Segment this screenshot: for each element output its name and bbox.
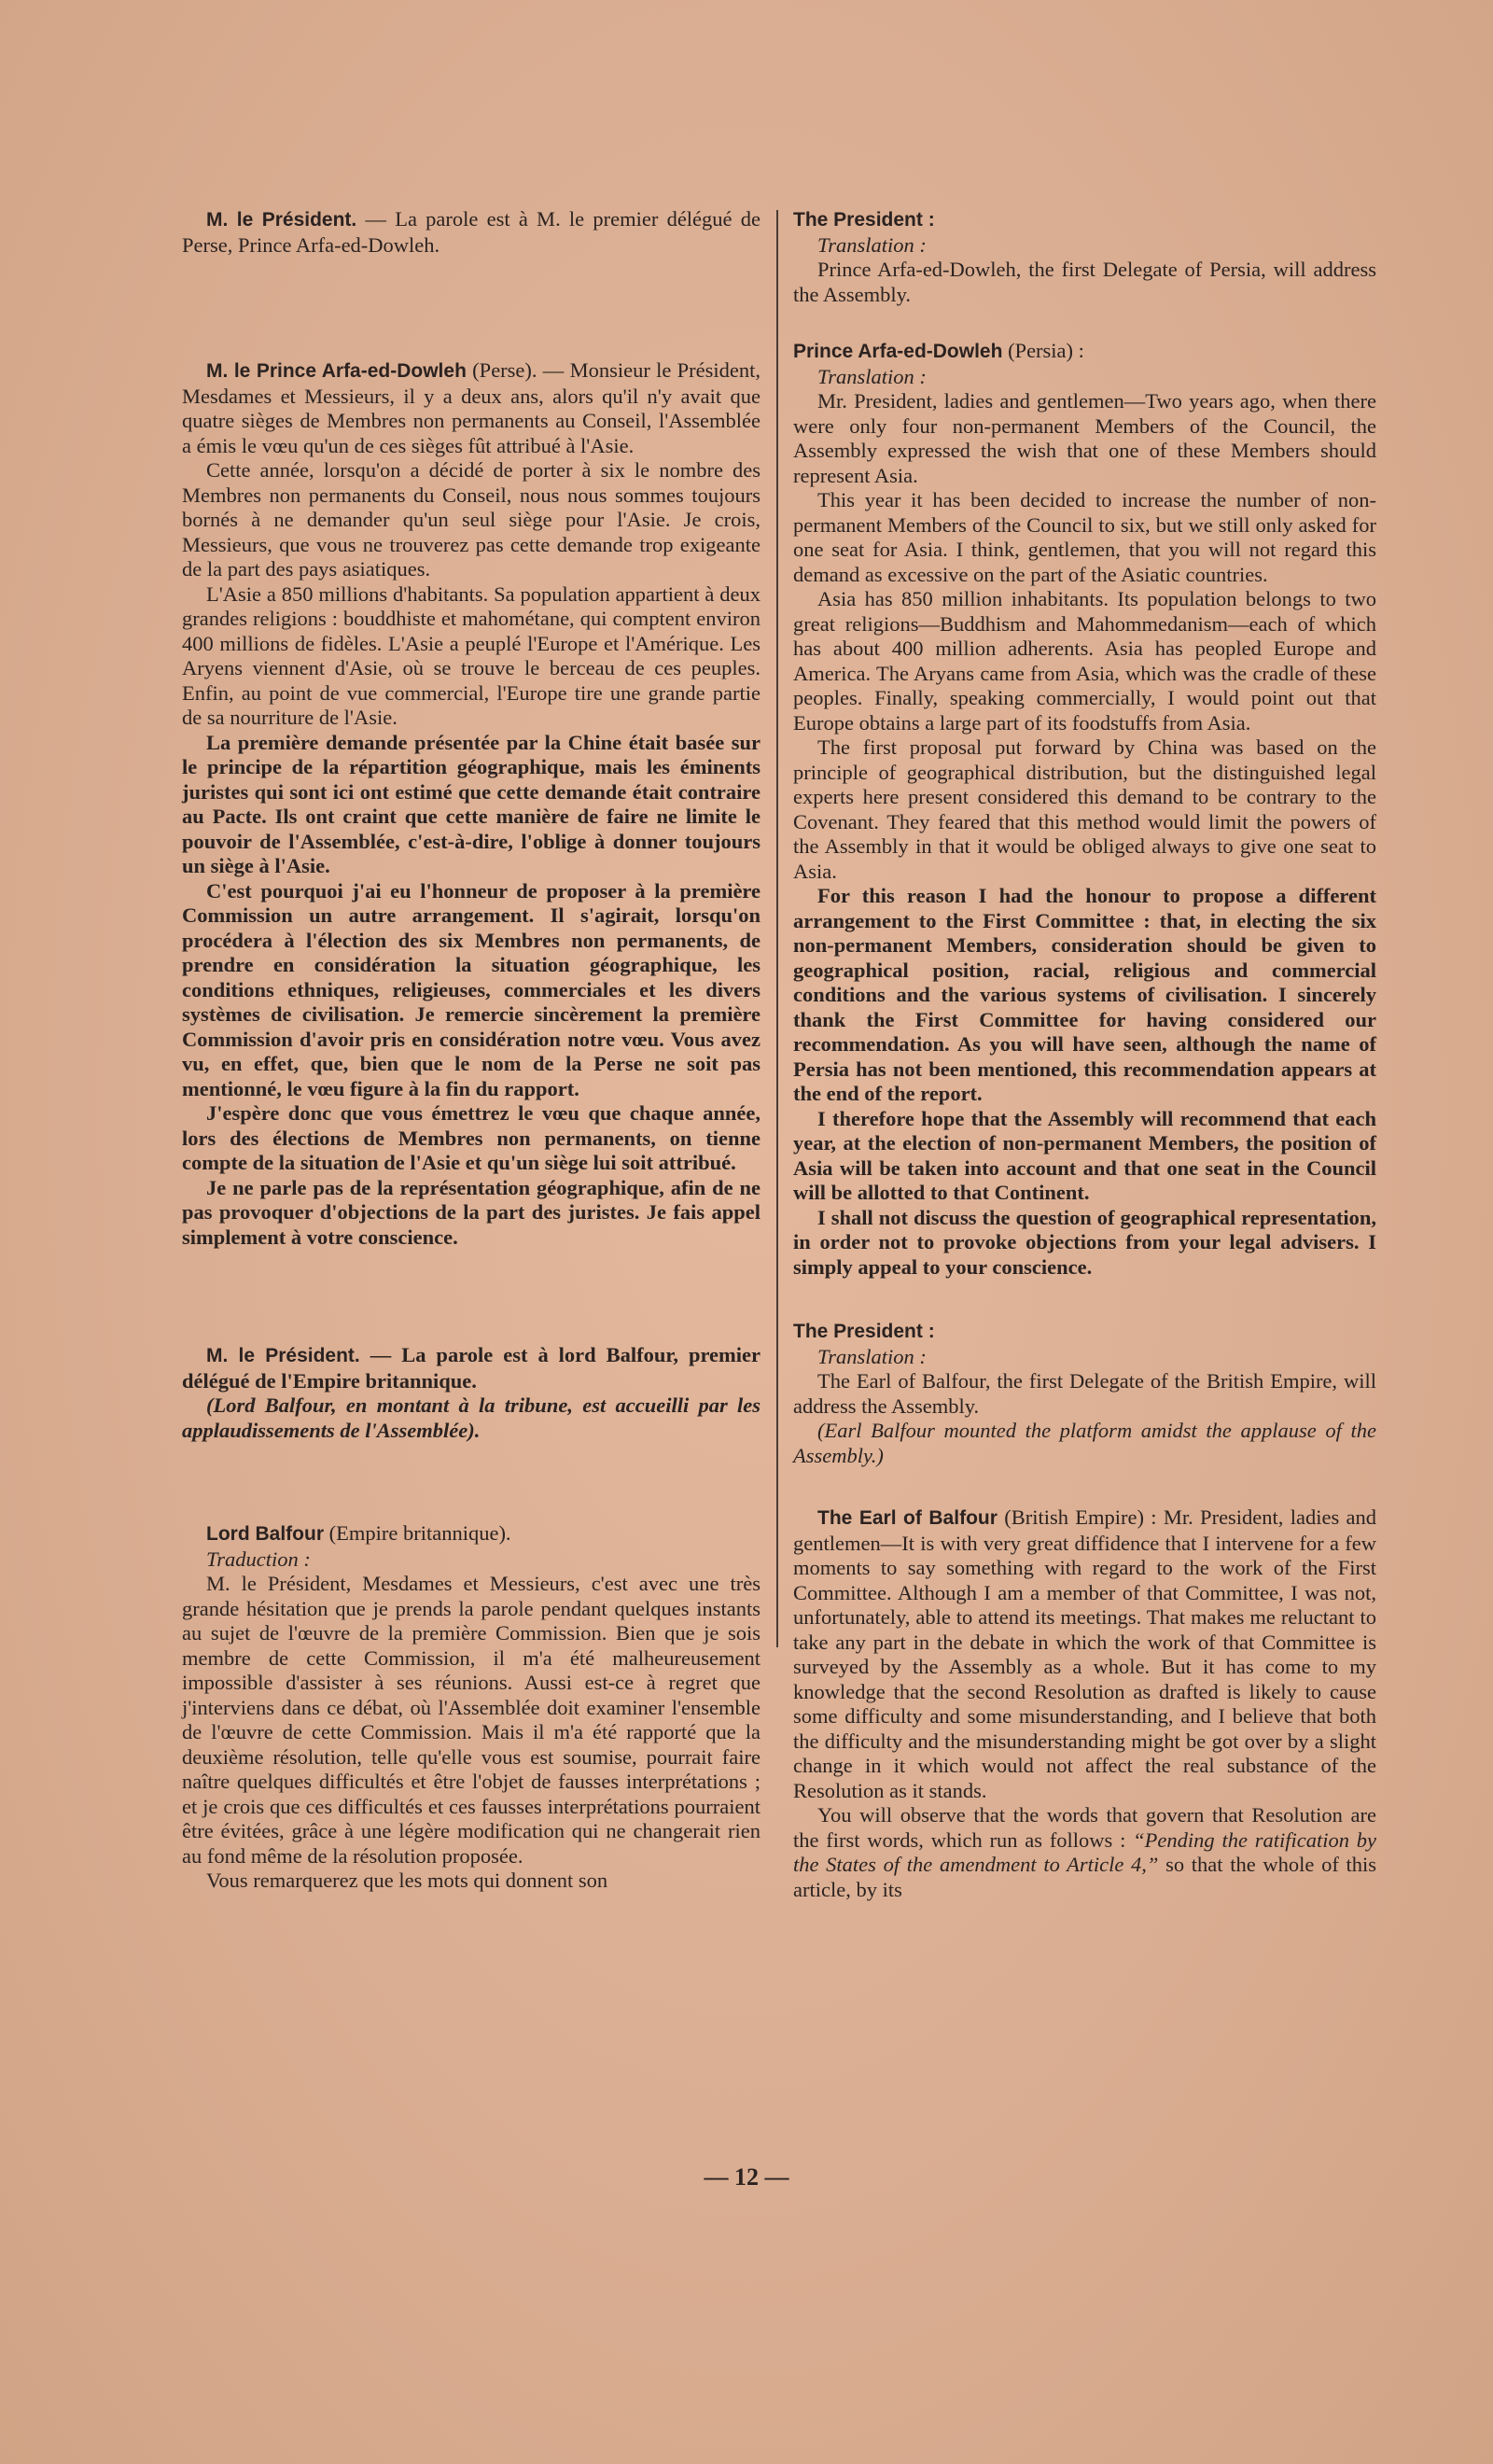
paragraph: M. le Président. — La parole est à lord Balfour, premier délégué de l'Empire britannique. [182, 1343, 760, 1393]
paragraph: The first proposal put forward by China was based on the principle of geographical distribution, but the distinguished legal experts here present considered this demand to be contrary to the Covenant. They feared that this method would limit the powers of the Assembly in that it would be obliged always to give one seat to Asia. [793, 735, 1376, 883]
paragraph: I therefore hope that the Assembly will recommend that each year, at the election of non-permanent Members, the position of Asia will be taken into account and that one seat in the Council will be allotted to that Continent. [793, 1106, 1376, 1204]
speaker-name: The Earl of Balfour [817, 1507, 998, 1529]
paragraph: Vous remarquerez que les mots qui donnent son [206, 1869, 608, 1892]
speaker-line: Prince Arfa-ed-Dowleh (Persia) : [793, 339, 1084, 362]
page-number: — 12 — [704, 2163, 789, 2191]
speech-arfa-en [793, 339, 1376, 1280]
paragraph: L'Asie a 850 millions d'habitants. Sa population appartient à deux grandes religions : bouddhiste et mahométane, qui comptent environ 400 millions de fidèles. L'Asie a peuplé l'Europe et l'Amérique. Les Aryens viennent d'Asie, où se trouve le berceau de ces peuples. Enfin, au point de vue commercial, l'Europe tire une grande partie de sa nourriture de l'Asie. [182, 581, 760, 729]
speaker-name: M. le Président. [206, 1345, 360, 1366]
paragraph: C'est pourquoi j'ai eu l'honneur de proposer à la première Commission un autre arrangement. Il s'agirait, lorsqu'on procédera à l'élection des six Membres non permanents, de prendre en considération la situation géographique, les conditions ethniques, religieuses, commerciales et les divers systèmes de civilisation. Je remercie sincèrement la première Commission d'avoir pris en considération notre vœu. Vous avez vu, en effet, que, bien que le nom de la Perse ne soit pas mentionné, le vœu figure à la fin du rapport. [182, 878, 760, 1100]
paragraph: The Earl of Balfour (British Empire) : Mr. President, ladies and gentlemen—It is with very great diffidence that I intervene for a few moments to say something with regard to the work of the First Committee. Although I am a member of that Committee, I was not, unfortunately, able to attend its meetings. That makes me reluctant to take any part in the debate in which the work of that Committee is surveyed by the Assembly as a whole. But it has come to my knowledge that the second Resolution as drafted is likely to cause some difficulty and some misunderstanding, and I believe that both the difficulty and the misunderstanding might be got over by a slight change in it which would not affect the real substance of the Resolution as it stands. [793, 1505, 1377, 1802]
speech-president-en-1 [793, 207, 1376, 307]
paragraph: Cette année, lorsqu'on a décidé de porter à six le nombre des Membres non permanents du Conseil, nous nous sommes toujours bornés à ne demander qu'un seul siège pour l'Asie. Je crois, Messieurs, que vous ne trouverez pas cette demande trop exigeante de la part des pays asiatiques. [182, 458, 760, 581]
english-column [793, 207, 1376, 1902]
paragraph: The Earl of Balfour, the first Delegate of the British Empire, will address the Assembly. [793, 1369, 1376, 1418]
paragraph: La première demande présentée par la Chine était basée sur le principe de la répartition géographique, mais les éminents juristes qui sont ici ont estimé que cette demande était contraire au Pacte. Ils ont craint que cette manière de faire ne limite le pouvoir de l'Assemblée, c'est-à-dire, l'oblige à donner toujours un siège à l'Asie. [182, 730, 760, 877]
paragraph: This year it has been decided to increase the number of non-permanent Members of the Council to six, but we still only asked for one seat for Asia. I think, gentlemen, that you will not regard this demand as excessive on the part of the Asiatic countries. [793, 488, 1376, 586]
stage-note: (Lord Balfour, en montant à la tribune, est accueilli par les applaudissements de l'Assemblée). [182, 1393, 760, 1442]
speech-balfour-en [793, 1505, 1376, 1902]
translation-label: Translation : [817, 1344, 927, 1368]
paragraph: Mr. President, ladies and gentlemen—Two years ago, when there were only four non-permanent Members of the Council, the Assembly expressed the wish that one of these Members should represent Asia. [793, 389, 1376, 487]
speech-president-en-2 [793, 1319, 1376, 1468]
speech-arfa-fr [182, 358, 760, 1250]
paragraph: M. le Président. — La parole est à M. le premier délégué de Perse, Prince Arfa-ed-Dowleh. [182, 207, 760, 257]
column-divider [776, 210, 778, 1647]
speaker-line [793, 1319, 1376, 1345]
translation-label: Translation : [817, 232, 927, 257]
translation-label: Traduction : [206, 1547, 311, 1571]
paragraph: Prince Arfa-ed-Dowleh, the first Delegate of Persia, will address the Assembly. [793, 258, 1376, 306]
paragraph: Je ne parle pas de la représentation géographique, afin de ne pas provoquer d'objections de la part des juristes. Je fais appel simplement à votre conscience. [182, 1175, 760, 1249]
paragraph: J'espère donc que vous émettrez le vœu que chaque année, lors des élections de Membres non permanents, on tienne compte de la situation de l'Asie et qu'un siège lui soit attribué. [182, 1101, 760, 1174]
speaker-name: M. le Prince Arfa-ed-Dowleh [206, 360, 467, 382]
paragraph: I shall not discuss the question of geographical representation, in order not to provoke objections from your legal advisers. I simply appeal to your conscience. [793, 1205, 1376, 1279]
speaker-name: Prince Arfa-ed-Dowleh [793, 341, 1003, 362]
translation-label: Translation : [817, 364, 927, 388]
speech-president-fr-1 [182, 207, 760, 258]
paragraph: You will observe that the words that govern that Resolution are the first words, which run as follows : “Pending the ratification by the States of the amendment to Article 4,” so that the whole of this article, by its [793, 1803, 1376, 1901]
paragraph: Lord Balfour (Empire britannique). [206, 1521, 511, 1545]
speaker-name: Lord Balfour [206, 1523, 324, 1545]
speech-balfour-fr [182, 1521, 760, 1894]
speaker-name: The President : [793, 1321, 935, 1342]
french-column [182, 207, 760, 1894]
speaker-name: M. le Président. [206, 209, 357, 231]
paragraph: Asia has 850 million inhabitants. Its population belongs to two great religions—Buddhism and Mahommedanism—each of which has about 400 million adherents. Asia has peopled Europe and America. The Aryans came from Asia, which was the cradle of these peoples. Finally, speaking commercially, I would point out that Europe obtains a large part of its foodstuffs from Asia. [793, 587, 1376, 735]
paragraph: M. le Président, Mesdames et Messieurs, c'est avec une très grande hésitation que je prends la parole pendant quelques instants au sujet de l'œuvre de la première Commission. Bien que je sois membre de cette Commission, il m'a été malheureusement impossible d'assister à ses réunions. Aussi est-ce à regret que j'interviens dans ce débat, où l'Assemblée doit examiner l'ensemble de l'œuvre de cette Commission. Mais il m'a été rapporté que la deuxième résolution, telle qu'elle vous est soumise, pourrait faire naître quelques difficultés et être l'objet de fausses interprétations ; et je crois que ces difficultés et ces fausses interprétations pourraient être évitées, grâce à une légère modification qui ne changerait rien au fond même de la résolution proposée. [182, 1572, 760, 1868]
stage-note: (Earl Balfour mounted the platform amidst the applause of the Assembly.) [793, 1419, 1376, 1467]
speech-president-fr-2 [182, 1343, 760, 1443]
speaker-name: The President : [793, 209, 935, 231]
paragraph: M. le Prince Arfa-ed-Dowleh (Perse). — Monsieur le Président, Mesdames et Messieurs, il y a deux ans, alors qu'il n'y avait que quatre sièges de Membres non permanents au Conseil, l'Assemblée a émis le vœu qu'un de ces sièges fût attribué à l'Asie. [182, 358, 760, 457]
speaker-line [793, 207, 1376, 233]
paragraph: For this reason I had the honour to propose a different arrangement to the First Committee : that, in electing the six non-permanent Members, consideration should be given to geographical position, racial, religious and commercial conditions and the various systems of civilisation. I sincerely thank the First Committee for having considered our recommendation. As you will have seen, although the name of Persia has not been mentioned, this recommendation appears at the end of the report. [793, 884, 1376, 1105]
